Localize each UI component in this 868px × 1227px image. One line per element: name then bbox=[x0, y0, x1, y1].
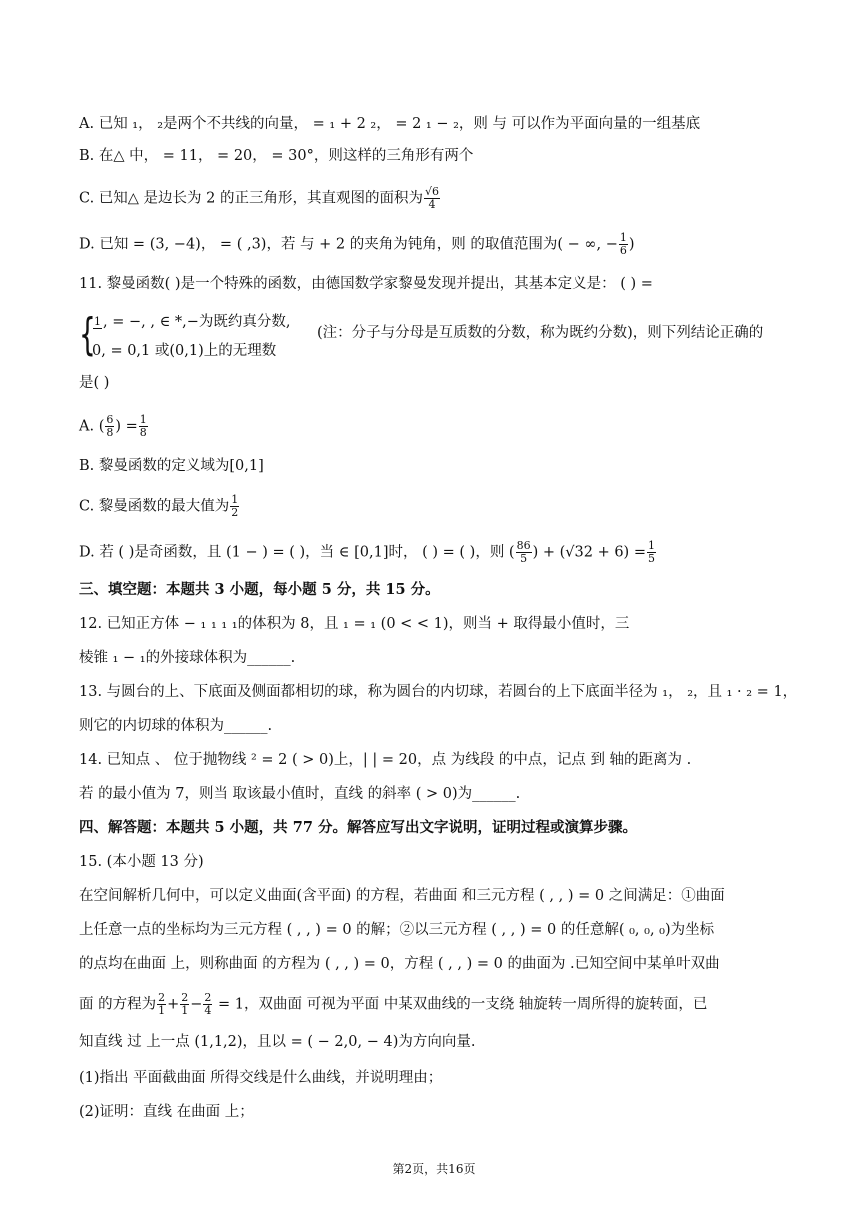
numerator: 1 bbox=[647, 539, 655, 552]
fraction bbox=[157, 992, 166, 1017]
question-15-line-2: 上任意一点的坐标均为三元方程 ( , , ) = 0 的解；②以三元方程 ( , , ) = 0 的任意解( ₀, ₀, ₀)为坐标 bbox=[79, 922, 715, 938]
denominator: 1 bbox=[158, 1004, 166, 1017]
denominator: 4 bbox=[204, 1004, 212, 1017]
fraction bbox=[203, 992, 212, 1017]
fraction bbox=[647, 540, 656, 565]
fraction bbox=[619, 232, 628, 257]
page-footer: 第2页，共16页 bbox=[392, 1162, 476, 1176]
fraction bbox=[180, 992, 189, 1017]
denominator: 6 bbox=[619, 244, 627, 257]
q11-option-d bbox=[79, 540, 657, 565]
text: D. 若 ( )是奇函数，且 (1 − ) = ( )，当 ∈ [0,1]时， ( ) = ( )，则 ( bbox=[79, 544, 515, 561]
fraction bbox=[139, 414, 148, 439]
text: D. 已知 = (3, −4)， = ( ,3)，若 与 + 2 的夹角为钝角，则 的取值范围为( − ∞, − bbox=[79, 236, 618, 253]
text: , = −, , ∈ *,−为既约真分数, bbox=[103, 314, 291, 330]
question-12-line-2: 棱锥 ₁ − ₁的外接球体积为______. bbox=[79, 650, 296, 666]
fraction bbox=[424, 186, 440, 211]
text: ) = bbox=[115, 418, 138, 435]
question-15-line-3: 的点均在曲面 上，则称曲面 的方程为 ( , , ) = 0，方程 ( , , ) = 0 的曲面为 .已知空间中某单叶双曲 bbox=[79, 956, 720, 972]
option-c bbox=[79, 186, 441, 211]
question-15-part-1: (1)指出 平面截曲面 所得交线是什么曲线，并说明理由； bbox=[79, 1070, 443, 1086]
question-13-line-1: 13. 与圆台的上、下底面及侧面都相切的球，称为圆台的内切球，若圆台的上下底面半径为 ₁， ₂，且 ₁ · ₂ = 1， bbox=[79, 684, 798, 700]
section-3-heading: 三、填空题：本题共 3 小题，每小题 5 分，共 15 分。 bbox=[79, 581, 440, 598]
question-14-line-2: 若 的最小值为 7，则当 取该最小值时，直线 的斜率 ( > 0)为______. bbox=[79, 786, 521, 802]
text: ) + (√32 + 6) = bbox=[532, 544, 646, 561]
text: A. ( bbox=[79, 418, 105, 435]
piecewise-case-1 bbox=[92, 312, 291, 332]
question-11-note: (注：分子与分母是互质数的分数，称为既约分数)，则下列结论正确的 bbox=[317, 325, 764, 341]
text: ) bbox=[628, 236, 635, 253]
fraction bbox=[230, 494, 239, 519]
numerator: 6 bbox=[106, 413, 114, 426]
section-4-heading: 四、解答题：本题共 5 小题，共 77 分。解答应写出文字说明，证明过程或演算步骤。 bbox=[79, 819, 637, 836]
q11-option-c bbox=[79, 494, 240, 519]
question-11: 11. 黎曼函数( )是一个特殊的函数，由德国数学家黎曼发现并提出，其基本定义是： ( ) = bbox=[79, 276, 653, 292]
question-15-heading: 15. (本小题 13 分) bbox=[79, 854, 204, 870]
option-d bbox=[79, 232, 635, 257]
text: 面 的方程为 bbox=[79, 996, 157, 1013]
question-11-end: 是( ) bbox=[79, 375, 110, 391]
question-12-line-1: 12. 已知正方体 − ₁ ₁ ₁ ₁的体积为 8，且 ₁ = ₁ (0 < < 1)，则当 + 取得最小值时，三 bbox=[79, 616, 630, 632]
denominator: 5 bbox=[647, 552, 655, 565]
text: C. 已知△ 是边长为 2 的正三角形，其直观图的面积为 bbox=[79, 190, 423, 207]
numerator: 2 bbox=[204, 991, 212, 1004]
piecewise-brace: { bbox=[79, 309, 96, 360]
fraction bbox=[93, 316, 102, 329]
numerator: 1 bbox=[94, 314, 101, 328]
option-b: B. 在△ 中， = 11， = 20， = 30°，则这样的三角形有两个 bbox=[79, 148, 474, 164]
text: C. 黎曼函数的最大值为 bbox=[79, 498, 230, 515]
q11-option-a bbox=[79, 414, 149, 439]
piecewise-case-2: 0, = 0,1 或(0,1)上的无理数 bbox=[92, 343, 277, 359]
numerator: 2 bbox=[181, 991, 189, 1004]
fraction bbox=[516, 540, 532, 565]
numerator: 1 bbox=[139, 413, 147, 426]
numerator: 1 bbox=[619, 231, 627, 244]
numerator: 2 bbox=[158, 991, 166, 1004]
denominator: 1 bbox=[181, 1004, 189, 1017]
question-14-line-1: 14. 已知点 、 位于抛物线 ² = 2 ( > 0)上，| | = 20，点 为线段 的中点，记点 到 轴的距离为 . bbox=[79, 752, 692, 768]
numerator: √6 bbox=[425, 185, 440, 198]
numerator: 86 bbox=[516, 539, 531, 552]
denominator: 4 bbox=[428, 198, 436, 211]
denominator: 2 bbox=[231, 506, 239, 519]
denominator: 8 bbox=[106, 426, 114, 439]
question-15-line-4: 面 的方程为 $\frac{2}{1}$ + $\frac{2}{1}$ − $\frac{2}{4}$ = 1，双曲面 可视为平面 中某双曲线的一支绕 轴旋转一周所得的旋转面，已 bbox=[79, 991, 708, 1017]
denominator: 5 bbox=[520, 552, 528, 565]
numerator: 1 bbox=[231, 493, 239, 506]
option-a: A. 已知 ₁， ₂是两个不共线的向量， = ₁ + 2 ₂， = 2 ₁ − ₂，则 与 可以作为平面向量的一组基底 bbox=[79, 116, 701, 132]
question-15-line-5: 知直线 过 上一点 (1,1,2)，且以 = ( − 2,0, − 4)为方向向量. bbox=[79, 1034, 476, 1050]
q11-option-b: B. 黎曼函数的定义域为[0,1] bbox=[79, 458, 264, 474]
denominator: 8 bbox=[139, 426, 147, 439]
text: = 1，双曲面 可视为平面 中某双曲线的一支绕 轴旋转一周所得的旋转面，已 bbox=[213, 996, 708, 1013]
question-13-line-2: 则它的内切球的体积为______. bbox=[79, 718, 273, 734]
fraction bbox=[105, 414, 114, 439]
question-15-line-1: 在空间解析几何中，可以定义曲面(含平面) 的方程，若曲面 和三元方程 ( , , ) = 0 之间满足：①曲面 bbox=[79, 888, 725, 904]
question-15-part-2: (2)证明：直线 在曲面 上； bbox=[79, 1104, 254, 1120]
